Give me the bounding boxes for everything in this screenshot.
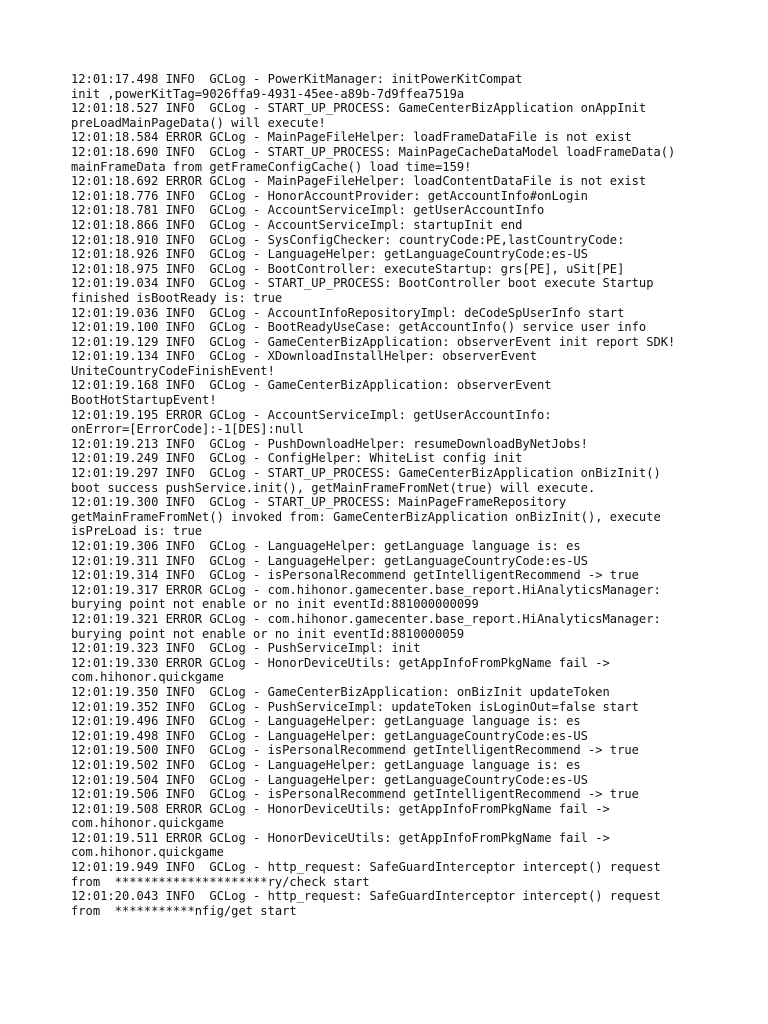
log-line: 12:01:18.527 INFO GCLog - START_UP_PROCESS: GameCenterBizApplication onAppInit bbox=[71, 101, 647, 116]
log-line: com.hihonor.quickgame bbox=[71, 670, 224, 685]
log-line: 12:01:20.043 INFO GCLog - http_request: SafeGuardInterceptor intercept() request bbox=[71, 889, 661, 904]
log-line: 12:01:19.511 ERROR GCLog - HonorDeviceUtils: getAppInfoFromPkgName fail -> bbox=[71, 830, 610, 845]
log-line: 12:01:19.306 INFO GCLog - LanguageHelper: getLanguage language is: es bbox=[71, 539, 581, 553]
log-line: BootHotStartupEvent! bbox=[71, 393, 217, 408]
log-line: 12:01:17.498 INFO GCLog - PowerKitManager: initPowerKitCompat bbox=[71, 72, 523, 86]
log-line: 12:01:19.213 INFO GCLog - PushDownloadHelper: resumeDownloadByNetJobs! bbox=[71, 436, 588, 451]
log-line: 12:01:18.584 ERROR GCLog - MainPageFileHelper: loadFrameDataFile is not exist bbox=[71, 130, 632, 145]
log-line: isPreLoad is: true bbox=[71, 524, 203, 539]
log-line: 12:01:19.134 INFO GCLog - XDownloadInstallHelper: observerEvent bbox=[71, 349, 537, 364]
log-line: 12:01:18.690 INFO GCLog - START_UP_PROCESS: MainPageCacheDataModel loadFrameData() bbox=[71, 144, 676, 159]
log-line: 12:01:19.195 ERROR GCLog - AccountServiceImpl: getUserAccountInfo: bbox=[71, 407, 552, 422]
log-line: 12:01:19.100 INFO GCLog - BootReadyUseCase: getAccountInfo() service user info bbox=[71, 320, 647, 335]
log-line: com.hihonor.quickgame bbox=[71, 816, 224, 831]
log-line: 12:01:18.866 INFO GCLog - AccountServiceImpl: startupInit end bbox=[71, 217, 523, 232]
log-line: init ,powerKitTag=9026ffa9-4931-45ee-a89b-7d9ffea7519a bbox=[71, 86, 465, 101]
log-line: 12:01:19.034 INFO GCLog - START_UP_PROCESS: BootController boot execute Startup bbox=[71, 276, 654, 291]
log-line: 12:01:19.297 INFO GCLog - START_UP_PROCESS: GameCenterBizApplication onBizInit() bbox=[71, 466, 661, 481]
log-line: 12:01:18.926 INFO GCLog - LanguageHelper: getLanguageCountryCode:es-US bbox=[71, 247, 588, 262]
log-line: onError=[ErrorCode]:-1[DES]:null bbox=[71, 422, 304, 437]
log-line: 12:01:19.504 INFO GCLog - LanguageHelper: getLanguageCountryCode:es-US bbox=[71, 772, 588, 787]
log-line: 12:01:19.330 ERROR GCLog - HonorDeviceUtils: getAppInfoFromPkgName fail -> bbox=[71, 655, 610, 670]
log-line: com.hihonor.quickgame bbox=[71, 845, 224, 860]
log-line: UniteCountryCodeFinishEvent! bbox=[71, 363, 275, 378]
log-line: 12:01:19.496 INFO GCLog - LanguageHelper: getLanguage language is: es bbox=[71, 714, 581, 729]
log-line: 12:01:19.508 ERROR GCLog - HonorDeviceUtils: getAppInfoFromPkgName fail -> bbox=[71, 801, 610, 816]
log-line: boot success pushService.init(), getMainFrameFromNet(true) will execute. bbox=[71, 480, 596, 495]
log-line: 12:01:19.350 INFO GCLog - GameCenterBizApplication: onBizInit updateToken bbox=[71, 684, 610, 699]
log-line: 12:01:19.036 INFO GCLog - AccountInfoRepositoryImpl: deCodeSpUserInfo start bbox=[71, 305, 625, 320]
log-text-block bbox=[71, 72, 761, 918]
log-line: preLoadMainPageData() will execute! bbox=[71, 115, 326, 130]
log-line: 12:01:18.910 INFO GCLog - SysConfigChecker: countryCode:PE,lastCountryCode: bbox=[71, 232, 625, 247]
log-line: mainFrameData from getFrameConfigCache() load time=159! bbox=[71, 159, 472, 174]
log-line: 12:01:18.776 INFO GCLog - HonorAccountProvider: getAccountInfo#onLogin bbox=[71, 188, 588, 203]
log-line: 12:01:19.321 ERROR GCLog - com.hihonor.gamecenter.base_report.HiAnalyticsManager: bbox=[71, 611, 661, 626]
log-line: 12:01:18.692 ERROR GCLog - MainPageFileHelper: loadContentDataFile is not exist bbox=[71, 174, 647, 189]
log-line: 12:01:18.781 INFO GCLog - AccountServiceImpl: getUserAccountInfo bbox=[71, 203, 545, 218]
log-line: 12:01:19.300 INFO GCLog - START_UP_PROCESS: MainPageFrameRepository bbox=[71, 495, 567, 510]
log-line: 12:01:19.323 INFO GCLog - PushServiceImpl: init bbox=[71, 641, 421, 656]
log-line: 12:01:19.129 INFO GCLog - GameCenterBizApplication: observerEvent init report SDK! bbox=[71, 334, 676, 349]
log-line: 12:01:19.314 INFO GCLog - isPersonalRecommend getIntelligentRecommend -> true bbox=[71, 568, 639, 583]
log-line: 12:01:19.352 INFO GCLog - PushServiceImpl: updateToken isLoginOut=false start bbox=[71, 699, 639, 714]
log-line: 12:01:19.506 INFO GCLog - isPersonalRecommend getIntelligentRecommend -> true bbox=[71, 787, 639, 802]
log-line: 12:01:19.311 INFO GCLog - LanguageHelper: getLanguageCountryCode:es-US bbox=[71, 553, 588, 568]
log-line: burying point not enable or no init eventId:881000000099 bbox=[71, 597, 479, 612]
log-line: 12:01:19.498 INFO GCLog - LanguageHelper: getLanguageCountryCode:es-US bbox=[71, 728, 588, 743]
log-line: burying point not enable or no init eventId:8810000059 bbox=[71, 626, 465, 641]
log-line: 12:01:19.168 INFO GCLog - GameCenterBizApplication: observerEvent bbox=[71, 378, 552, 393]
log-line: from ***********nfig/get start bbox=[71, 903, 297, 918]
log-line: 12:01:19.317 ERROR GCLog - com.hihonor.gamecenter.base_report.HiAnalyticsManager: bbox=[71, 582, 661, 597]
log-line: from *********************ry/check start bbox=[71, 874, 370, 889]
log-line: 12:01:19.949 INFO GCLog - http_request: SafeGuardInterceptor intercept() request bbox=[71, 860, 661, 875]
log-line: 12:01:19.500 INFO GCLog - isPersonalRecommend getIntelligentRecommend -> true bbox=[71, 743, 639, 758]
log-line: 12:01:18.975 INFO GCLog - BootController: executeStartup: grs[PE], uSit[PE] bbox=[71, 261, 625, 276]
log-line: 12:01:19.249 INFO GCLog - ConfigHelper: WhiteList config init bbox=[71, 451, 523, 466]
log-line: 12:01:19.502 INFO GCLog - LanguageHelper: getLanguage language is: es bbox=[71, 757, 581, 772]
log-line: finished isBootReady is: true bbox=[71, 290, 283, 305]
log-line: getMainFrameFromNet() invoked from: GameCenterBizApplication onBizInit(), execute bbox=[71, 509, 661, 524]
